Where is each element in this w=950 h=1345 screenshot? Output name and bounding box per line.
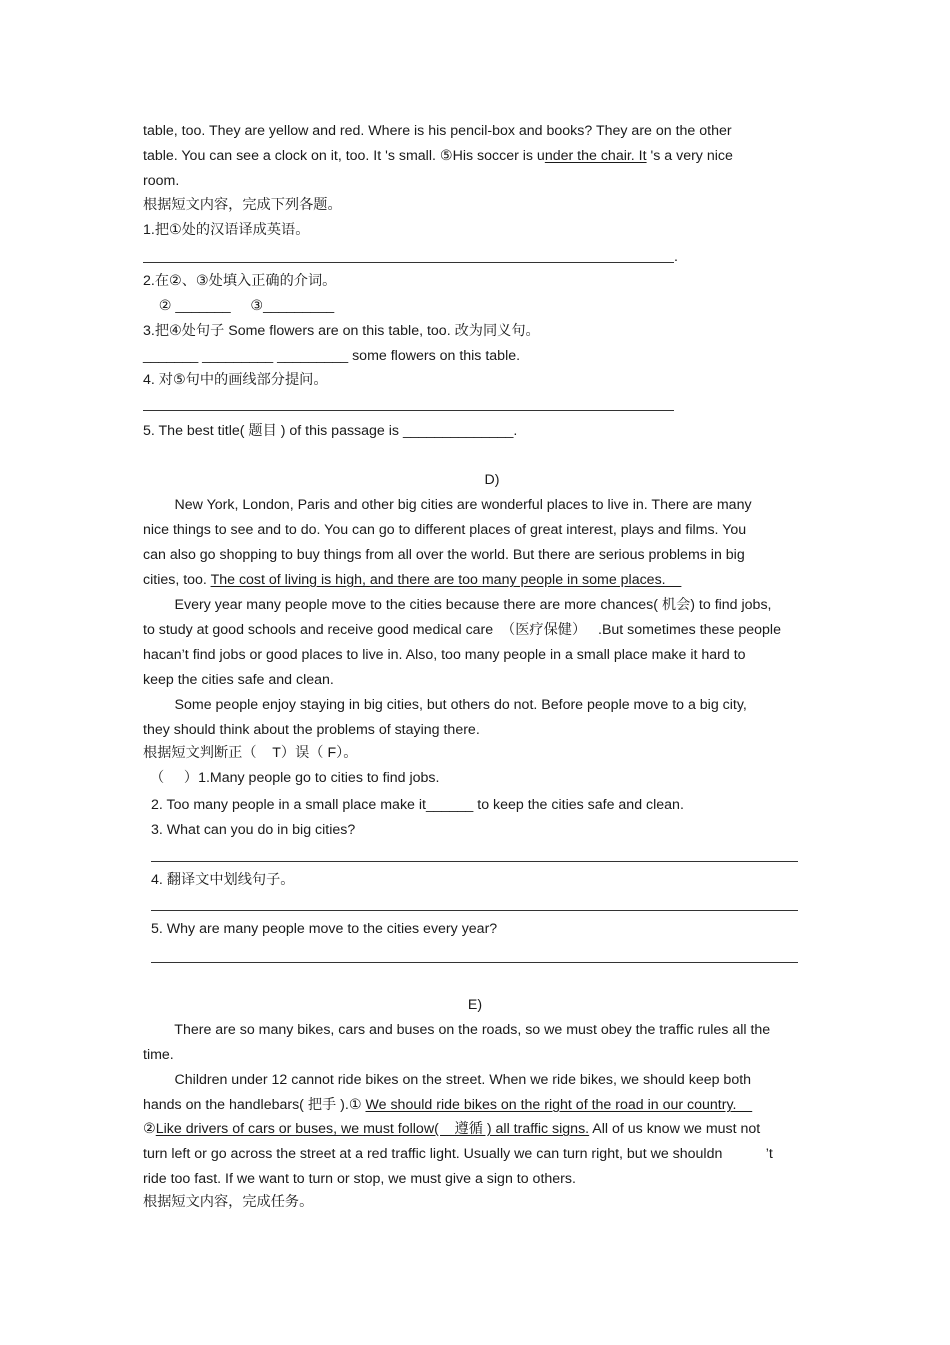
answer-line — [143, 262, 674, 263]
passage-d-paragraph-1-line-1: New York, London, Paris and other big cities are wonderful places to live in. There are many — [143, 497, 752, 513]
passage-d-paragraph-2-line-2: to study at good schools and receive good medical care （医疗保健） .But sometimes these people — [143, 622, 781, 638]
passage-d-question-4: 4. 翻译文中划线句子。 — [151, 872, 295, 888]
passage-c-question-3: 3.把④处句子 Some flowers are on this table, too. 改为同义句。 — [143, 323, 540, 339]
passage-d-paragraph-2-line-1: Every year many people move to the cities because there are more chances( 机会) to find jobs, — [143, 597, 772, 613]
passage-c-question-4: 4. 对⑤句中的画线部分提问。 — [143, 372, 328, 388]
passage-c-question-5: 5. The best title( 题目 ) of this passage is ______________. — [143, 423, 518, 439]
answer-line — [151, 910, 798, 911]
passage-e-paragraph-2-line-3 — [143, 1120, 760, 1138]
passage-d-paragraph-2-line-4: keep the cities safe and clean. — [143, 672, 334, 688]
passage-c-instruction: 根据短文内容，完成下列各题。 — [143, 197, 342, 213]
passage-d-underlined-sentence: The cost of living is high, and there are too many people in some places. — [210, 572, 682, 588]
passage-d-question-1: （ ）1.Many people go to cities to find jobs. — [150, 770, 440, 786]
passage-d-paragraph-1-line-4 — [143, 571, 681, 589]
passage-d-heading: D) — [484, 472, 500, 488]
answer-line — [151, 962, 798, 963]
passage-e-instruction: 根据短文内容，完成任务。 — [143, 1194, 314, 1210]
passage-c-question-2-blanks: ② _______ ③_________ — [143, 298, 335, 314]
passage-d-paragraph-3-line-1: Some people enjoy staying in big cities, but others do not. Before people move to a big city, — [143, 697, 747, 713]
passage-e-paragraph-2-line-1: Children under 12 cannot ride bikes on the street. When we ride bikes, we should keep both — [143, 1072, 752, 1088]
passage-e-paragraph-2-line-2 — [143, 1096, 752, 1114]
passage-e-text: hands on the handlebars( 把手 ).① — [143, 1097, 366, 1113]
passage-c-question-3-blanks: _______ _________ _________ some flowers on this table. — [143, 348, 521, 364]
passage-e-underlined-sentence-2: Like drivers of cars or buses, we must follow( 遵循 ) all traffic signs. — [155, 1121, 590, 1137]
passage-c-question-1: 1.把①处的汉语译成英语。 — [143, 222, 310, 238]
passage-c-line-2 — [143, 147, 733, 165]
passage-d-question-2: 2. Too many people in a small place make it______ to keep the cities safe and clean. — [151, 797, 684, 813]
passage-c-text: 's a very nice — [646, 148, 733, 164]
passage-d-paragraph-3-line-2: they should think about the problems of staying there. — [143, 722, 480, 738]
passage-c-question-2: 2.在②、③处填入正确的介词。 — [143, 273, 337, 289]
passage-c-text: table. You can see a clock on it, too. It 's small. ⑤His soccer is u — [143, 148, 545, 164]
passage-d-instruction: 根据短文判断正（ T）误（ F）。 — [143, 745, 358, 761]
passage-d-paragraph-2-line-3: hacan’t find jobs or good places to live in. Also, too many people in a small place make it hard to — [143, 647, 746, 663]
passage-d-question-5: 5. Why are many people move to the cities every year? — [151, 921, 498, 937]
passage-c-line-1: table, too. They are yellow and red. Where is his pencil-box and books? They are on the other — [143, 123, 732, 139]
answer-line — [151, 861, 798, 862]
passage-e-paragraph-1-line-2: time. — [143, 1047, 174, 1063]
answer-line — [143, 410, 674, 411]
passage-e-paragraph-2-line-5: ride too fast. If we want to turn or stop, we must give a sign to others. — [143, 1171, 576, 1187]
passage-e-paragraph-2-line-4: turn left or go across the street at a red traffic light. Usually we can turn right, but we shouldn ’t — [143, 1146, 773, 1162]
passage-d-text: cities, too. — [143, 572, 211, 588]
passage-e-text: All of us know we must not — [589, 1121, 761, 1137]
passage-d-paragraph-1-line-3: can also go shopping to buy things from all over the world. But there are serious problems in big — [143, 547, 745, 563]
passage-e-text: ② — [143, 1121, 156, 1137]
passage-e-paragraph-1-line-1: There are so many bikes, cars and buses on the roads, so we must obey the traffic rules all the — [143, 1022, 771, 1038]
passage-c-underlined-phrase: nder the chair. It — [544, 148, 647, 164]
passage-d-paragraph-1-line-2: nice things to see and to do. You can go to different places of great interest, plays and films. You — [143, 522, 747, 538]
passage-d-question-3: 3. What can you do in big cities? — [151, 822, 356, 838]
passage-e-underlined-sentence-1: We should ride bikes on the right of the road in our country. — [365, 1097, 753, 1113]
passage-e-heading: E) — [467, 997, 483, 1013]
passage-c-line-3: room. — [143, 173, 180, 189]
answer-line-period: . — [674, 249, 678, 265]
